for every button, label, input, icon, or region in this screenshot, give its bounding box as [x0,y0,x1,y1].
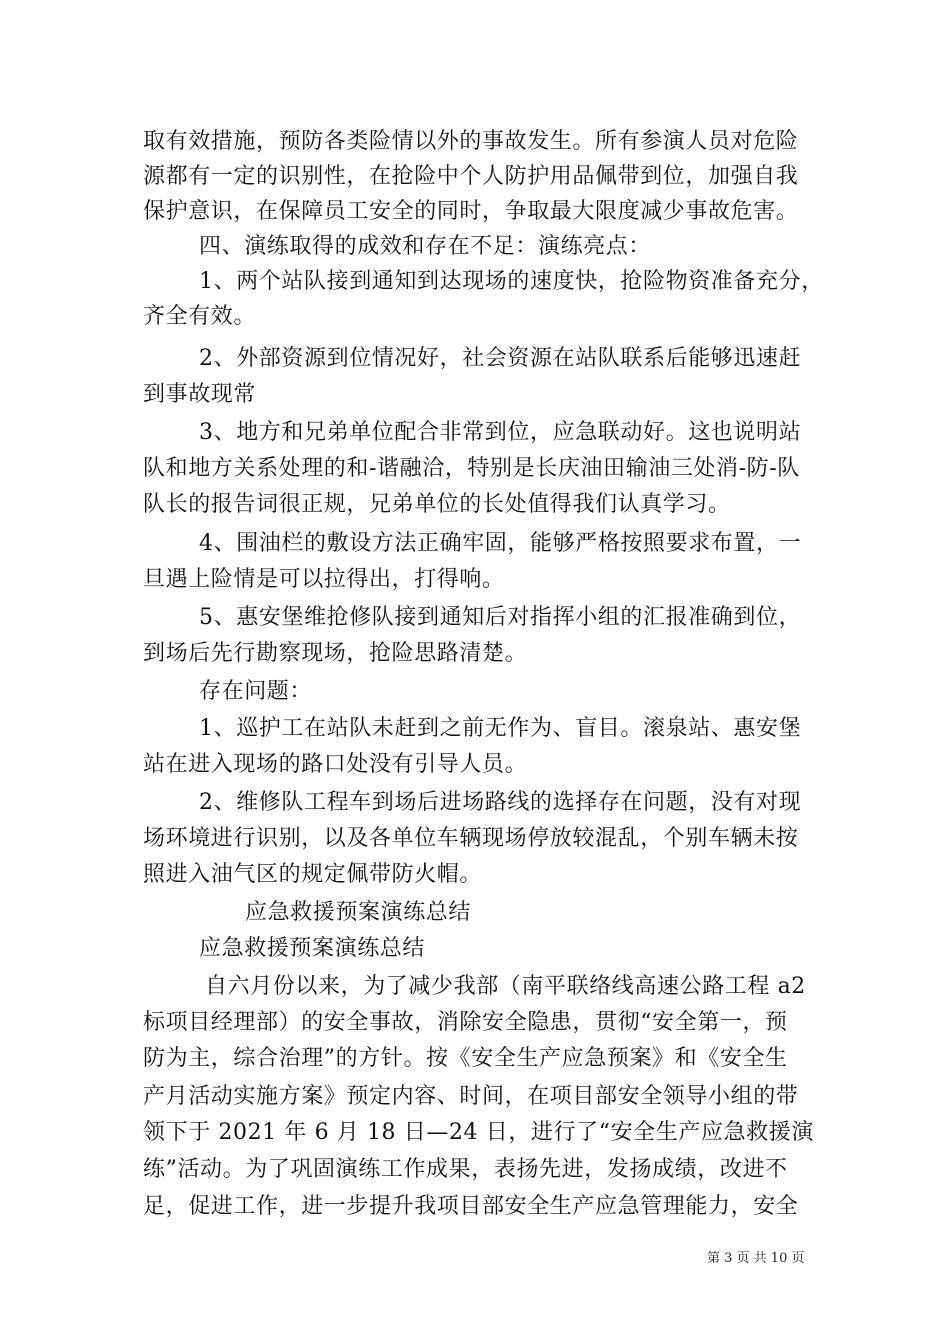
document-title: 应急救援预案演练总结 [245,900,472,925]
body-text-line: 保护意识，在保障员工安全的同时，争取最大限度减少事故危害。 [143,199,799,224]
body-text-line: 防为主，综合治理”的方针。按《安全生产应急预案》和《安全生 [143,1046,788,1071]
body-text-line: 4、围油栏的敷设方法正确牢固，能够严格按照要求布置，一 [199,531,802,556]
body-text-line: 1、巡护工在站队未赶到之前无作为、盲目。滚泉站、惠安堡 [199,716,802,741]
section-heading: 存在问题： [199,679,313,704]
body-text-line: 旦遇上险情是可以拉得出，打得响。 [143,567,505,592]
body-text-line: 2、维修队工程车到场后进场路线的选择存在问题，没有对现 [199,790,802,815]
body-text-line: 场环境进行识别，以及各单位车辆现场停放较混乱，个别车辆未按 [143,826,799,851]
body-text-line: 取有效措施，预防各类险情以外的事故发生。所有参演人员对危险 [143,129,799,154]
body-text-line: 1、两个站队接到通知到达现场的速度快，抢险物资准备充分， [199,269,824,294]
body-text-line: 2、外部资源到位情况好，社会资源在站队联系后能够迅速赶 [199,346,802,371]
body-text-line: 到事故现常 [143,382,257,407]
body-text-line: 站在进入现场的路口处没有引导人员。 [143,752,528,777]
body-text-line: 练”活动。为了巩固演练工作成果，表扬先进，发扬成绩，改进不 [143,1157,788,1182]
body-text-line: 领下于 2021 年 6 月 18 日—24 日，进行了“安全生产应急救援演 [143,1120,814,1145]
body-text-line: 5、惠安堡维抢修队接到通知后对指挥小组的汇报准确到位， [199,605,802,630]
body-text-line: 队和地方关系处理的和-谐融洽，特别是长庆油田输油三处消-防-队 [143,456,800,481]
section-heading: 四、演练取得的成效和存在不足：演练亮点： [199,234,652,259]
body-text-line: 队长的报告词很正规，兄弟单位的长处值得我们认真学习。 [143,492,731,517]
page-number: 第 3 页 共 10 页 [707,1251,805,1266]
body-text-line: 照进入油气区的规定佩带防火帽。 [143,862,483,887]
body-text-line: 产月活动实施方案》预定内容、时间，在项目部安全领导小组的带 [143,1084,799,1109]
body-text-line: 3、地方和兄弟单位配合非常到位，应急联动好。这也说明站 [199,420,802,445]
document-subtitle: 应急救援预案演练总结 [199,936,426,961]
body-text-line: 足，促进工作，进一步提升我项目部安全生产应急管理能力，安全 [143,1194,799,1219]
body-text-line: 源都有一定的识别性，在抢险中个人防护用品佩带到位，加强自我 [143,164,799,189]
body-text-line: 齐全有效。 [143,304,257,329]
body-text-line: 标项目经理部）的安全事故，消除安全隐患，贯彻“安全第一，预 [143,1010,788,1035]
body-text-line: 到场后先行勘察现场，抢险思路清楚。 [143,641,528,666]
body-text-line: 自六月份以来，为了减少我部（南平联络线高速公路工程 a2 [205,974,806,999]
